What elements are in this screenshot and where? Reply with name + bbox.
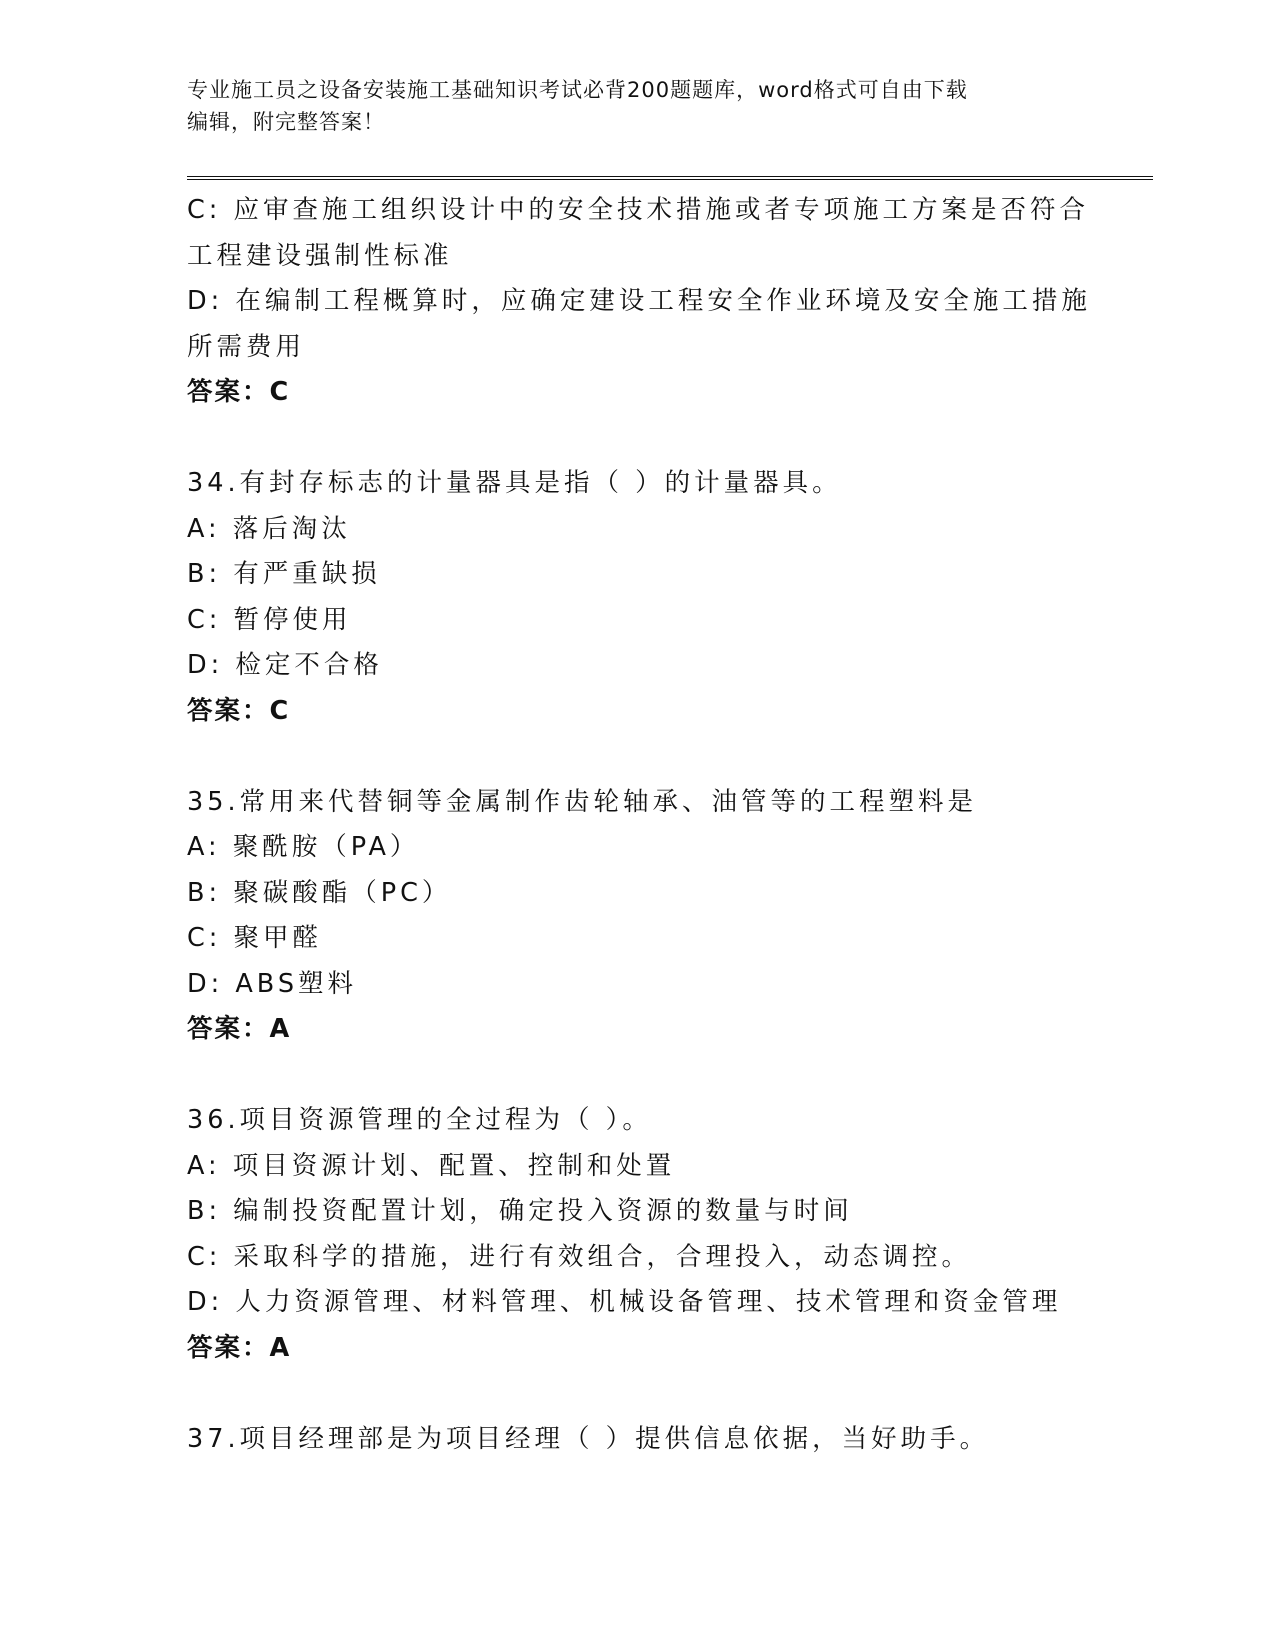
option-c: C: 聚甲醛 [187,923,323,953]
option-c-line-1: C: 应审查施工组织设计中的安全技术措施或者专项施工方案是否符合 [187,195,1090,225]
question-37 [187,1417,1087,1463]
option-a: A: 项目资源计划、配置、控制和处置 [187,1150,676,1181]
spacer [187,416,1087,462]
question-35 [187,780,1087,1053]
question-36 [187,1098,1087,1371]
answer-label: 答案：C [187,377,291,407]
option-b: B: 聚碳酸酯（PC） [187,877,452,908]
option-d: D: 人力资源管理、材料管理、机械设备管理、技术管理和资金管理 [187,1287,1062,1317]
spacer [187,1053,1087,1099]
header-title-line-1: 专业施工员之设备安装施工基础知识考试必背200题题库，word格式可自由下载 [187,78,968,102]
answer-label: 答案：C [187,695,291,726]
answer-label: 答案：A [187,1014,292,1044]
question-34 [187,461,1087,734]
spacer [187,1371,1087,1417]
document-body [187,188,1091,1462]
option-c: C: 采取科学的措施，进行有效组合，合理投入，动态调控。 [187,1241,972,1272]
option-a: A: 聚酰胺（PA） [187,832,420,862]
option-c: C: 暂停使用 [187,604,352,635]
option-a: A: 落后淘汰 [187,513,351,544]
header-title-line-2: 编辑，附完整答案！ [187,110,385,134]
option-b: B: 编制投资配置计划，确定投入资源的数量与时间 [187,1196,853,1226]
answer-label: 答案：A [187,1332,292,1363]
option-d-line-2: 所需费用 [187,331,306,362]
header-divider [187,176,1153,180]
question-stem: 35.常用来代替铜等金属制作齿轮轴承、油管等的工程塑料是 [187,786,978,817]
question-stem: 36.项目资源管理的全过程为（ ）。 [187,1105,652,1135]
question-stem: 37.项目经理部是为项目经理（ ）提供信息依据，当好助手。 [187,1423,990,1454]
option-d: D: ABS塑料 [187,968,358,999]
spacer [187,734,1087,780]
option-c-line-2: 工程建设强制性标准 [187,240,453,271]
carryover-question [187,188,1091,416]
question-stem: 34.有封存标志的计量器具是指（ ）的计量器具。 [187,468,842,498]
page-header [187,74,1087,138]
option-d-line-1: D: 在编制工程概算时，应确定建设工程安全作业环境及安全施工措施 [187,286,1091,316]
option-d: D: 检定不合格 [187,650,383,680]
option-b: B: 有严重缺损 [187,559,381,589]
